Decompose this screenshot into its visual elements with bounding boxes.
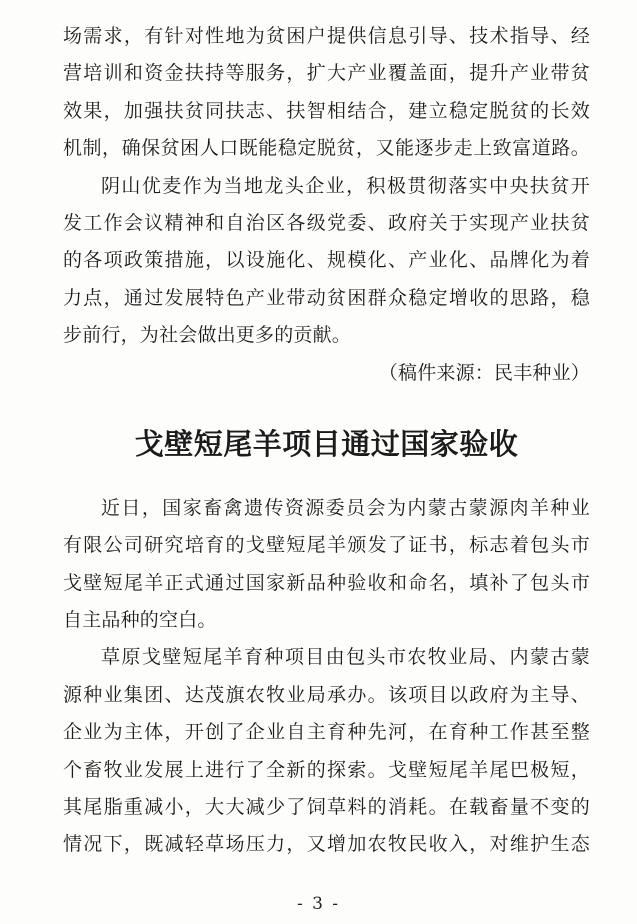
document-body bbox=[63, 18, 590, 864]
paragraph-line: 情况下，既减轻草场压力，又增加农牧民收入，对维护生态 bbox=[63, 833, 590, 856]
body-paragraph bbox=[63, 639, 590, 863]
body-paragraph bbox=[63, 18, 590, 168]
paragraph-line: 发工作会议精神和自治区各级党委、政府关于实现产业扶贫 bbox=[63, 211, 590, 234]
paragraph-line: 阴山优麦作为当地龙头企业，积极贯彻落实中央扶贫开 bbox=[101, 174, 590, 197]
paragraph-line: 个畜牧业发展上进行了全新的探索。戈壁短尾羊尾巴极短， bbox=[63, 758, 590, 781]
paragraph-line: 其尾脂重减小，大大减少了饲草料的消耗。在载畜量不变的 bbox=[63, 796, 590, 819]
paragraph-line: 力点，通过发展特色产业带动贫困群众稳定增收的思路，稳 bbox=[63, 286, 590, 309]
paragraph-line: 步前行，为社会做出更多的贡献。 bbox=[63, 324, 352, 347]
page-number: - 3 - bbox=[296, 894, 341, 914]
source-attribution: （稿件来源：民丰种业） bbox=[378, 361, 590, 384]
paragraph-line: 企业为主体，开创了企业自主育种先河，在育种工作甚至整 bbox=[63, 721, 590, 744]
paragraph-line: 戈壁短尾羊正式通过国家新品种验收和命名，填补了包头市 bbox=[63, 571, 590, 594]
paragraph-line: 场需求，有针对性地为贫困户提供信息引导、技术指导、经 bbox=[63, 25, 590, 47]
paragraph-line: 营培训和资金扶持等服务，扩大产业覆盖面，提升产业带贫 bbox=[63, 62, 590, 85]
article-title: 戈壁短尾羊项目通过国家验收 bbox=[134, 426, 519, 461]
paragraph-line: 近日，国家畜禽遗传资源委员会为内蒙古蒙源肉羊种业 bbox=[101, 496, 590, 519]
body-paragraph bbox=[63, 168, 590, 355]
paragraph-line: 效果，加强扶贫同扶志、扶智相结合，建立稳定脱贫的长效 bbox=[63, 99, 590, 122]
paragraph-line: 机制，确保贫困人口既能稳定脱贫，又能逐步走上致富道路。 bbox=[63, 137, 590, 160]
body-paragraph bbox=[63, 490, 590, 640]
paragraph-line: 草原戈壁短尾羊育种项目由包头市农牧业局、内蒙古蒙 bbox=[101, 646, 590, 669]
paragraph-line: 源种业集团、达茂旗农牧业局承办。该项目以政府为主导、 bbox=[63, 683, 590, 706]
paragraph-line: 有限公司研究培育的戈壁短尾羊颁发了证书，标志着包头市 bbox=[63, 534, 590, 557]
paragraph-line: 的各项政策措施，以设施化、规模化、产业化、品牌化为着 bbox=[63, 249, 590, 272]
paragraph-line: 自主品种的空白。 bbox=[63, 609, 217, 632]
